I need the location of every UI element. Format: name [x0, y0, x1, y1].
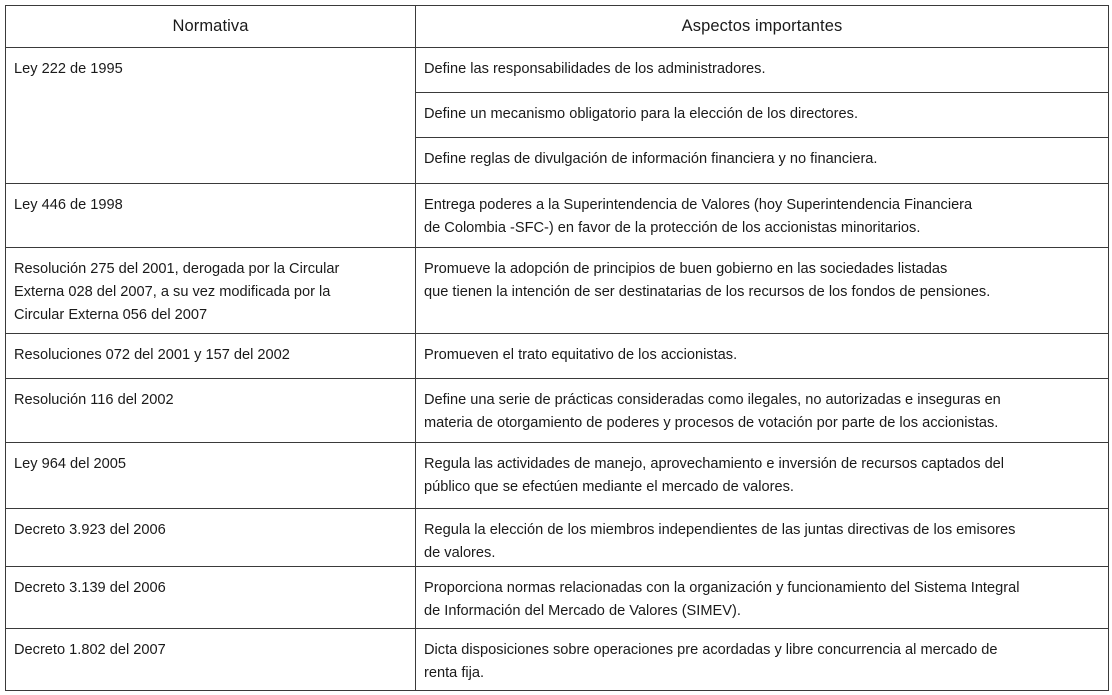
- normativa-text: Ley 964 del 2005: [14, 456, 126, 472]
- aspecto-text: Regula la elección de los miembros independientes de las juntas directivas de los emisores de valores.: [424, 522, 1016, 561]
- aspecto-cell: [416, 379, 1109, 443]
- table-row: [6, 567, 1109, 629]
- aspecto-cell: [416, 509, 1109, 567]
- aspecto-cell: [416, 184, 1109, 248]
- aspecto-cell: [416, 48, 1109, 93]
- header-aspectos: Aspectos importantes: [416, 6, 1109, 48]
- aspecto-text: Define una serie de prácticas consideradas como ilegales, no autorizadas e inseguras en materia de otorgamiento de poderes y procesos de votación por parte de los accionistas.: [424, 392, 1001, 431]
- aspecto-text: Define reglas de divulgación de información financiera y no financiera.: [424, 151, 878, 167]
- normativa-cell: [6, 48, 416, 184]
- table-row: [6, 334, 1109, 379]
- table-row: [6, 509, 1109, 567]
- table-row: [6, 184, 1109, 248]
- normativa-cell: [6, 509, 416, 567]
- table-row: [6, 248, 1109, 334]
- normativa-cell: [6, 379, 416, 443]
- aspecto-cell: [416, 567, 1109, 629]
- normativa-table: [5, 5, 1109, 691]
- normativa-cell: [6, 443, 416, 509]
- normativa-cell: [6, 629, 416, 691]
- aspecto-text: Define las responsabilidades de los administradores.: [424, 61, 766, 77]
- normativa-text: Decreto 3.139 del 2006: [14, 580, 166, 596]
- table-row: [6, 48, 1109, 93]
- normativa-text: Resolución 116 del 2002: [14, 392, 174, 408]
- aspecto-text: Entrega poderes a la Superintendencia de Valores (hoy Superintendencia Financiera de Colombia -SFC-) en favor de la protección de los accionistas minoritarios.: [424, 197, 973, 236]
- aspecto-cell: [416, 93, 1109, 138]
- normativa-text: Resolución 275 del 2001, derogada por la Circular Externa 028 del 2007, a su vez modificada por la Circular Externa 056 del 2007: [14, 261, 340, 323]
- table-header-row: [6, 6, 1109, 48]
- header-normativa: Normativa: [6, 6, 416, 48]
- normativa-cell: [6, 248, 416, 334]
- aspecto-text: Promueve la adopción de principios de buen gobierno en las sociedades listadas que tienen la intención de ser destinatarias de los recursos de los fondos de pensiones.: [424, 261, 991, 300]
- aspecto-cell: [416, 629, 1109, 691]
- aspecto-text: Dicta disposiciones sobre operaciones pre acordadas y libre concurrencia al mercado de renta fija.: [424, 642, 998, 681]
- table-row: [6, 629, 1109, 691]
- normativa-text: Resoluciones 072 del 2001 y 157 del 2002: [14, 347, 290, 363]
- aspecto-cell: [416, 443, 1109, 509]
- aspecto-text: Define un mecanismo obligatorio para la elección de los directores.: [424, 106, 858, 122]
- normativa-cell: [6, 567, 416, 629]
- aspecto-text: Proporciona normas relacionadas con la organización y funcionamiento del Sistema Integral de Información del Mercado de Valores (SIMEV).: [424, 580, 1020, 619]
- aspecto-cell: [416, 248, 1109, 334]
- normativa-text: Decreto 3.923 del 2006: [14, 522, 166, 538]
- normativa-text: Ley 446 de 1998: [14, 197, 123, 213]
- aspecto-cell: [416, 138, 1109, 184]
- normativa-text: Ley 222 de 1995: [14, 61, 123, 77]
- aspecto-text: Promueven el trato equitativo de los accionistas.: [424, 347, 738, 363]
- aspecto-text: Regula las actividades de manejo, aprovechamiento e inversión de recursos captados del público que se efectúen mediante el mercado de valores.: [424, 456, 1005, 495]
- normativa-cell: [6, 184, 416, 248]
- normativa-cell: [6, 334, 416, 379]
- table-row: [6, 443, 1109, 509]
- aspecto-cell: [416, 334, 1109, 379]
- normativa-text: Decreto 1.802 del 2007: [14, 642, 166, 658]
- table-row: [6, 379, 1109, 443]
